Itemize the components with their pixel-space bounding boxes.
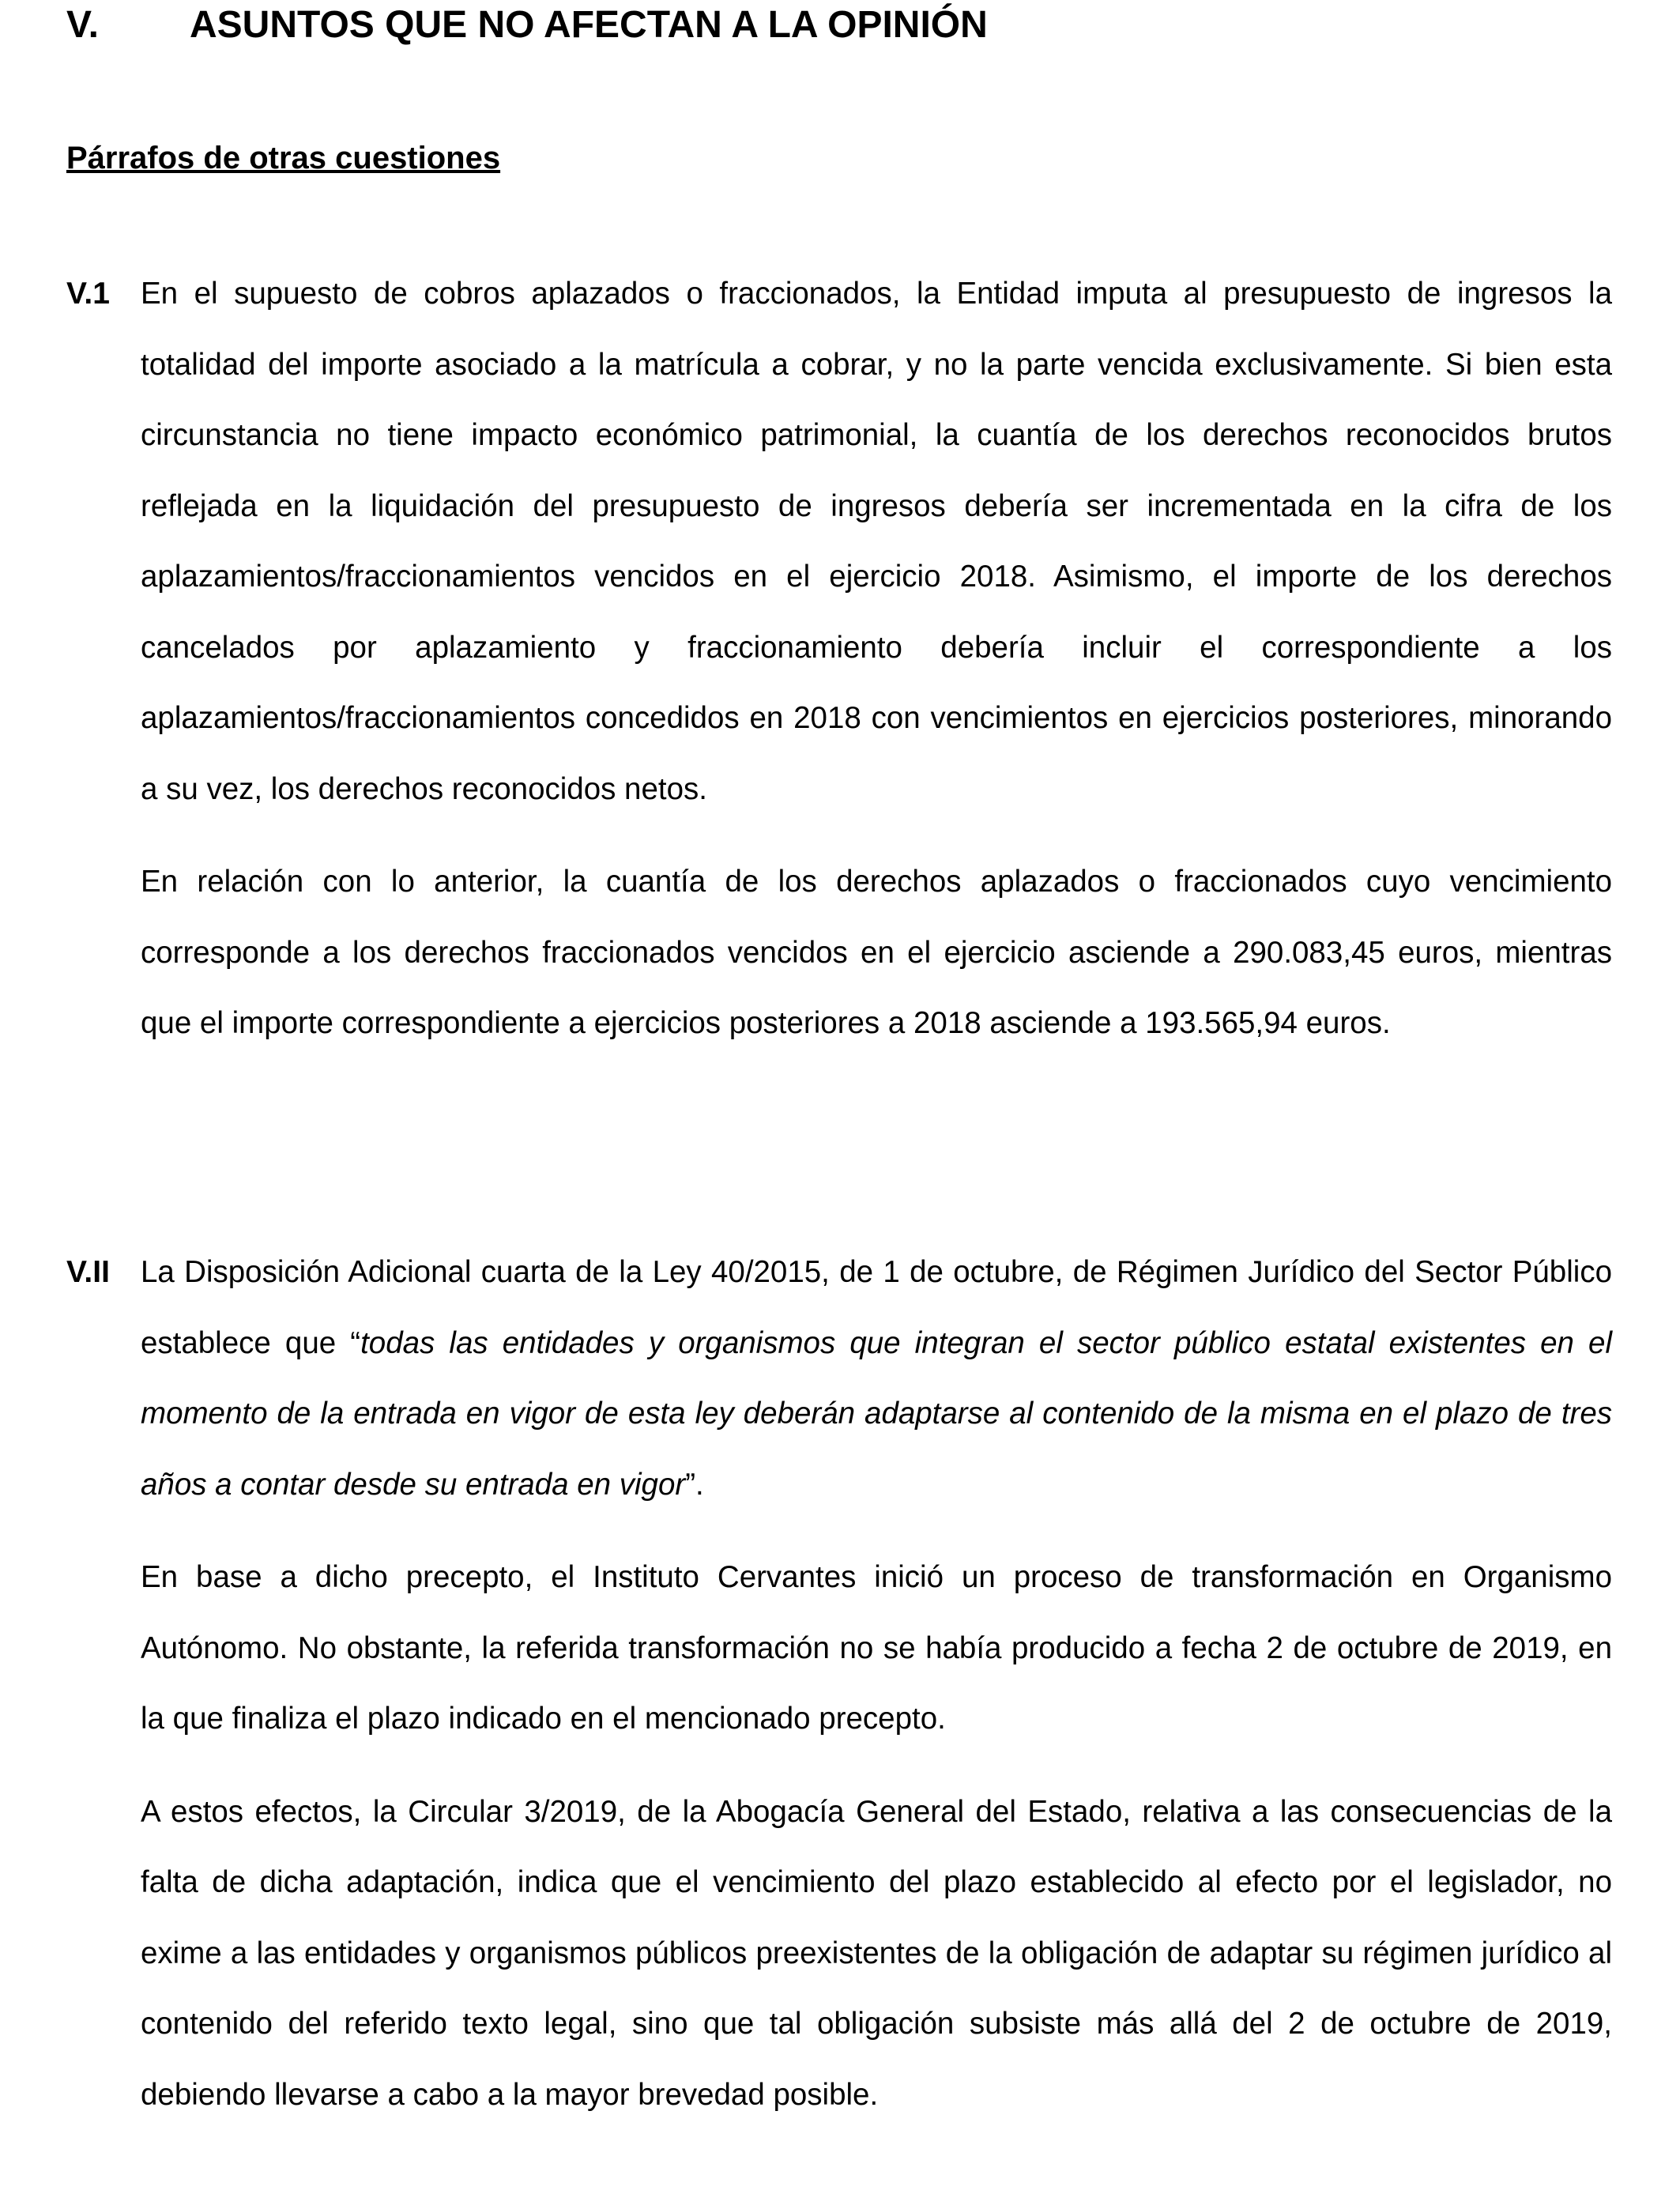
- section-v2: [66, 1237, 1612, 2130]
- section-v1-label: V.1: [66, 277, 110, 311]
- section-v2-paragraph-3: A estos efectos, la Circular 3/2019, de la Abogacía General del Estado, relativa a las consecuencias de la falta de dicha adaptación, indica que el vencimiento del plazo establecido al efecto por el legislador, no exime a las entidades y organismos públicos preexistentes de la obligación de adaptar su régimen jurídico al contenido del referido texto legal, sino que tal obligación subsiste más allá del 2 de octubre de 2019, debiendo llevarse a cabo a la mayor brevedad posible.: [141, 1794, 1612, 2112]
- quote-outro: ”.: [685, 1467, 704, 1502]
- section-v1-paragraph-2: En relación con lo anterior, la cuantía de los derechos aplazados o fraccionados cuyo vencimiento corresponde a los derechos fraccionados vencidos en el ejercicio asciende a 290.083,45 euros, mientras que el importe correspondiente a ejercicios posteriores a 2018 asciende a 193.565,94 euros.: [141, 865, 1612, 1040]
- section-v1: [66, 258, 1612, 1059]
- section-v1-body: [141, 258, 1612, 1059]
- quote-text: todas las entidades y organismos que integran el sector público estatal existentes en el momento de la entrada en vigor de esta ley deberán adaptarse al contenido de la misma en el plazo de tres años a contar desde su entrada en vigor: [141, 1325, 1612, 1502]
- section-heading-number: V.: [66, 4, 99, 46]
- section-heading: [66, 0, 988, 51]
- section-v2-body: [141, 1237, 1612, 2130]
- section-heading-title: ASUNTOS QUE NO AFECTAN A LA OPINIÓN: [190, 4, 988, 46]
- subheading: Párrafos de otras cuestiones: [66, 141, 501, 175]
- section-v2-label: V.II: [66, 1255, 110, 1289]
- section-v1-paragraph-1: En el supuesto de cobros aplazados o fraccionados, la Entidad imputa al presupuesto de ingresos la totalidad del importe asociado a la matrícula a cobrar, y no la parte vencida exclusivamente. Si bien esta circunstancia no tiene impacto económico patrimonial, la cuantía de los derechos reconocidos brutos reflejada en la liquidación del presupuesto de ingresos debería ser incrementada en la cifra de los aplazamientos/fraccionamientos vencidos en el ejercicio 2018. Asimismo, el importe de los derechos cancelados por aplazamiento y fraccionamiento debería incluir el correspondiente a los aplazamientos/fraccionamientos concedidos en 2018 con vencimientos en ejercicios posteriores, minorando a su vez, los derechos reconocidos netos.: [141, 277, 1612, 806]
- section-v2-paragraph-2: En base a dicho precepto, el Instituto Cervantes inició un proceso de transformación en Organismo Autónomo. No obstante, la referida transformación no se había producido a fecha 2 de octubre de 2019, en la que finaliza el plazo indicado en el mencionado precepto.: [141, 1560, 1612, 1736]
- section-v2-paragraph-1: [141, 1237, 1612, 1520]
- quote-intro: La Disposición Adicional cuarta de la Ley 40/2015, de 1 de octubre, de Régimen Jurídico del Sector Público establece que “: [141, 1255, 1612, 1360]
